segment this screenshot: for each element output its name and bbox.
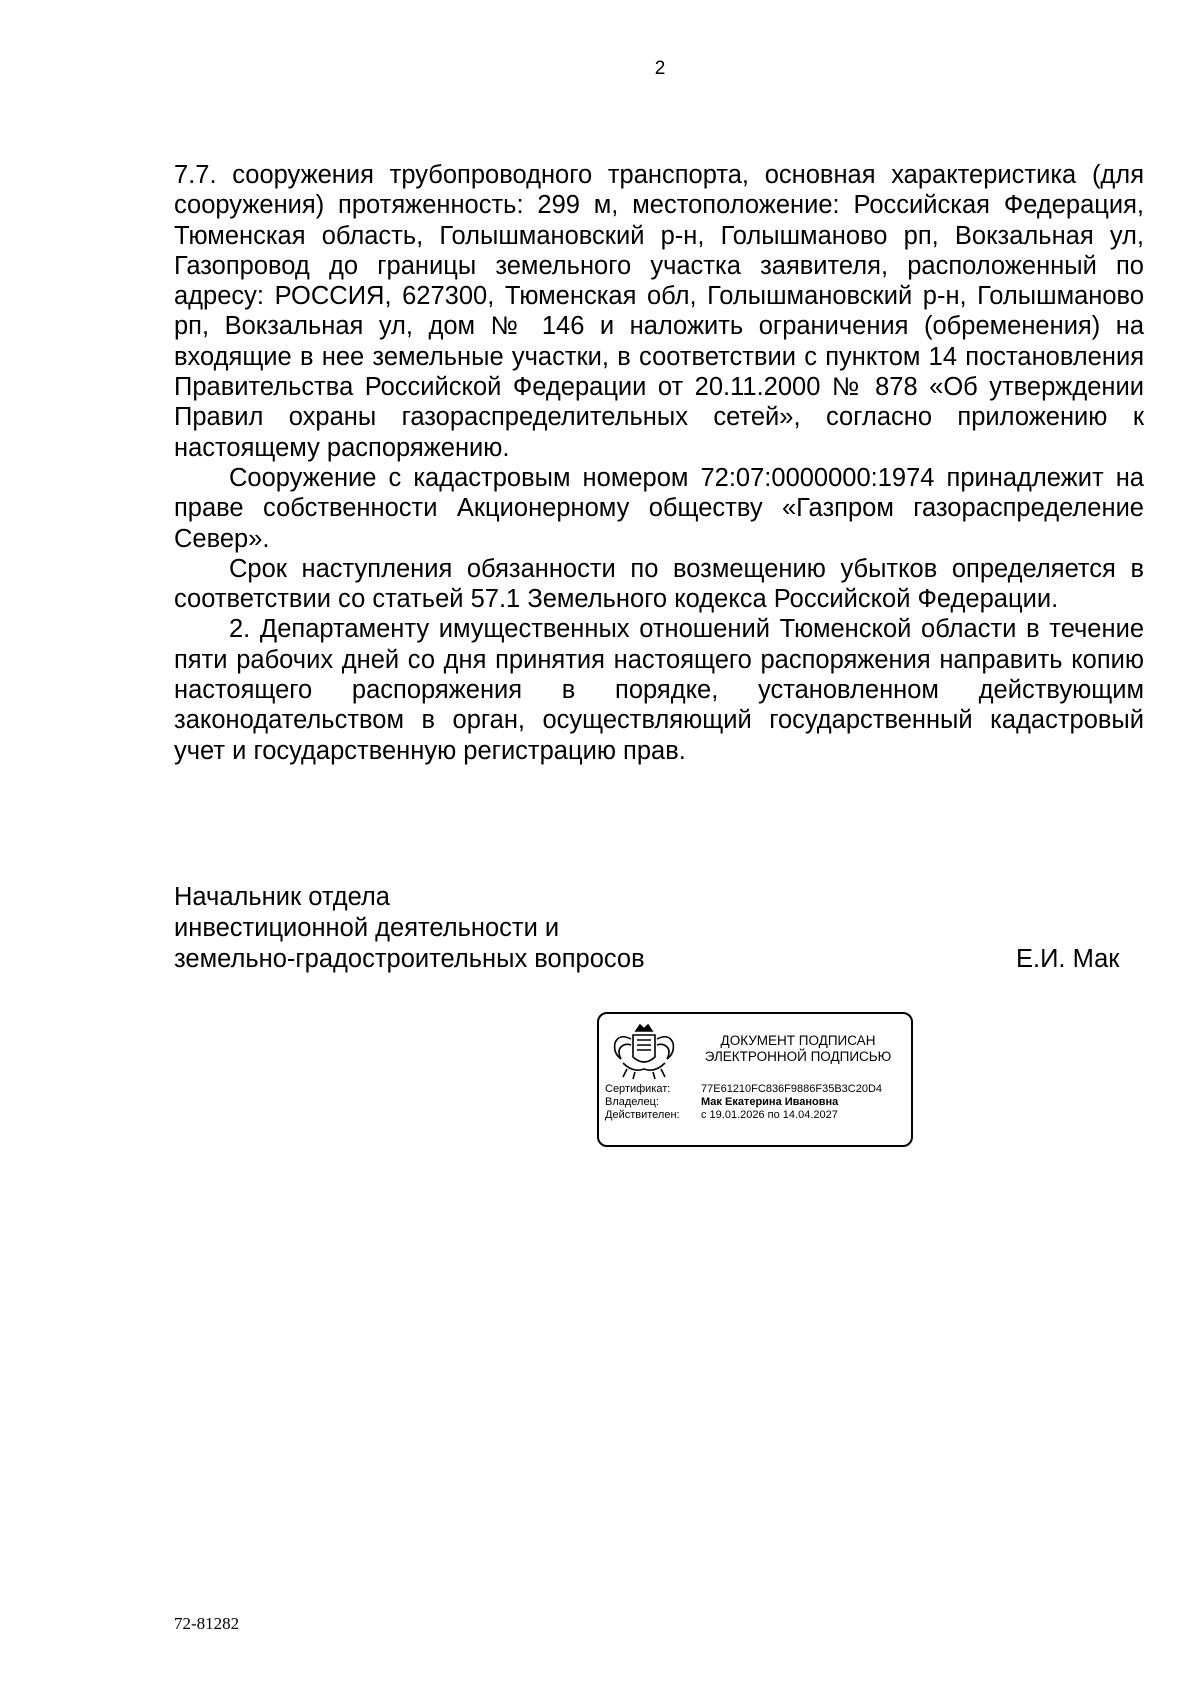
stamp-owner-label: Владелец: [605,1096,659,1108]
paragraph-item-2: 2. Департаменту имущественных отношений Тюменской области в течение пяти рабочих дней со дня принятия настоящего распоряжения направить копию настоящего распоряжения в порядке, установленном действующим законодательством в орган, осуществляющий государственный кадастровый учет и государственную регистрацию прав. [174,615,1144,765]
signatory-name: Е.И. Мак [1016,945,1120,973]
paragraph-ownership: Сооружение с кадастровым номером 72:07:0000000:1974 принадлежит на праве собственности Акционерному обществу «Газпром газораспределение Север». [174,463,1144,553]
stamp-certificate-value: 77E61210FC836F9886F35B3C20D4 [701,1083,883,1095]
stamp-certificate-label: Сертификат: [605,1083,671,1095]
stamp-validity-row [605,1109,882,1122]
signatory-position [174,882,645,975]
position-line: Начальник отдела [174,883,390,911]
position-line: земельно-градостроительных вопросов [174,945,645,973]
stamp-title [683,1033,913,1065]
stamp-validity-value: с 19.01.2026 по 14.04.2027 [701,1109,838,1121]
paragraph-7-7: 7.7. сооружения трубопроводного транспорта, основная характеристика (для сооружения) протяженность: 299 м, местоположение: Российская Федерация, Тюменская область, Голышмановский р-н, Голышманово рп, Вокзальная ул, Газопровод до границы земельного участка заявителя, расположенный по адресу: РОССИЯ, 627300, Тюменская обл, Голышмановский р-н, Голышманово рп, Вокзальная ул, дом № 146 и наложить ограничения (обременения) на входящие в нее земельные участки, в соответствии с пунктом 14 постановления Правительства Российской Федерации от 20.11.2000 № 878 «Об утверждении Правил охраны газораспределительных сетей», согласно приложению к настоящему распоряжению. [174,161,1144,462]
coat-of-arms-icon [609,1023,679,1083]
page-number: 2 [654,58,666,79]
stamp-title-line: ДОКУМЕНТ ПОДПИСАН [720,1033,876,1048]
document-code: 72-81282 [174,1614,240,1633]
stamp-owner-row [605,1096,882,1109]
stamp-certificate-row [605,1083,882,1096]
stamp-owner-value: Мак Екатерина Ивановна [701,1096,839,1108]
position-line: инвестиционной деятельности и [174,914,560,942]
stamp-title-line: ЭЛЕКТРОННОЙ ПОДПИСЬЮ [704,1049,892,1064]
document-body [174,160,1144,766]
electronic-signature-stamp [597,1012,913,1147]
stamp-validity-label: Действителен: [605,1109,680,1121]
stamp-details [605,1083,882,1122]
paragraph-compensation: Срок наступления обязанности по возмещению убытков определяется в соответствии со статьей 57.1 Земельного кодекса Российской Федерации. [174,554,1144,614]
